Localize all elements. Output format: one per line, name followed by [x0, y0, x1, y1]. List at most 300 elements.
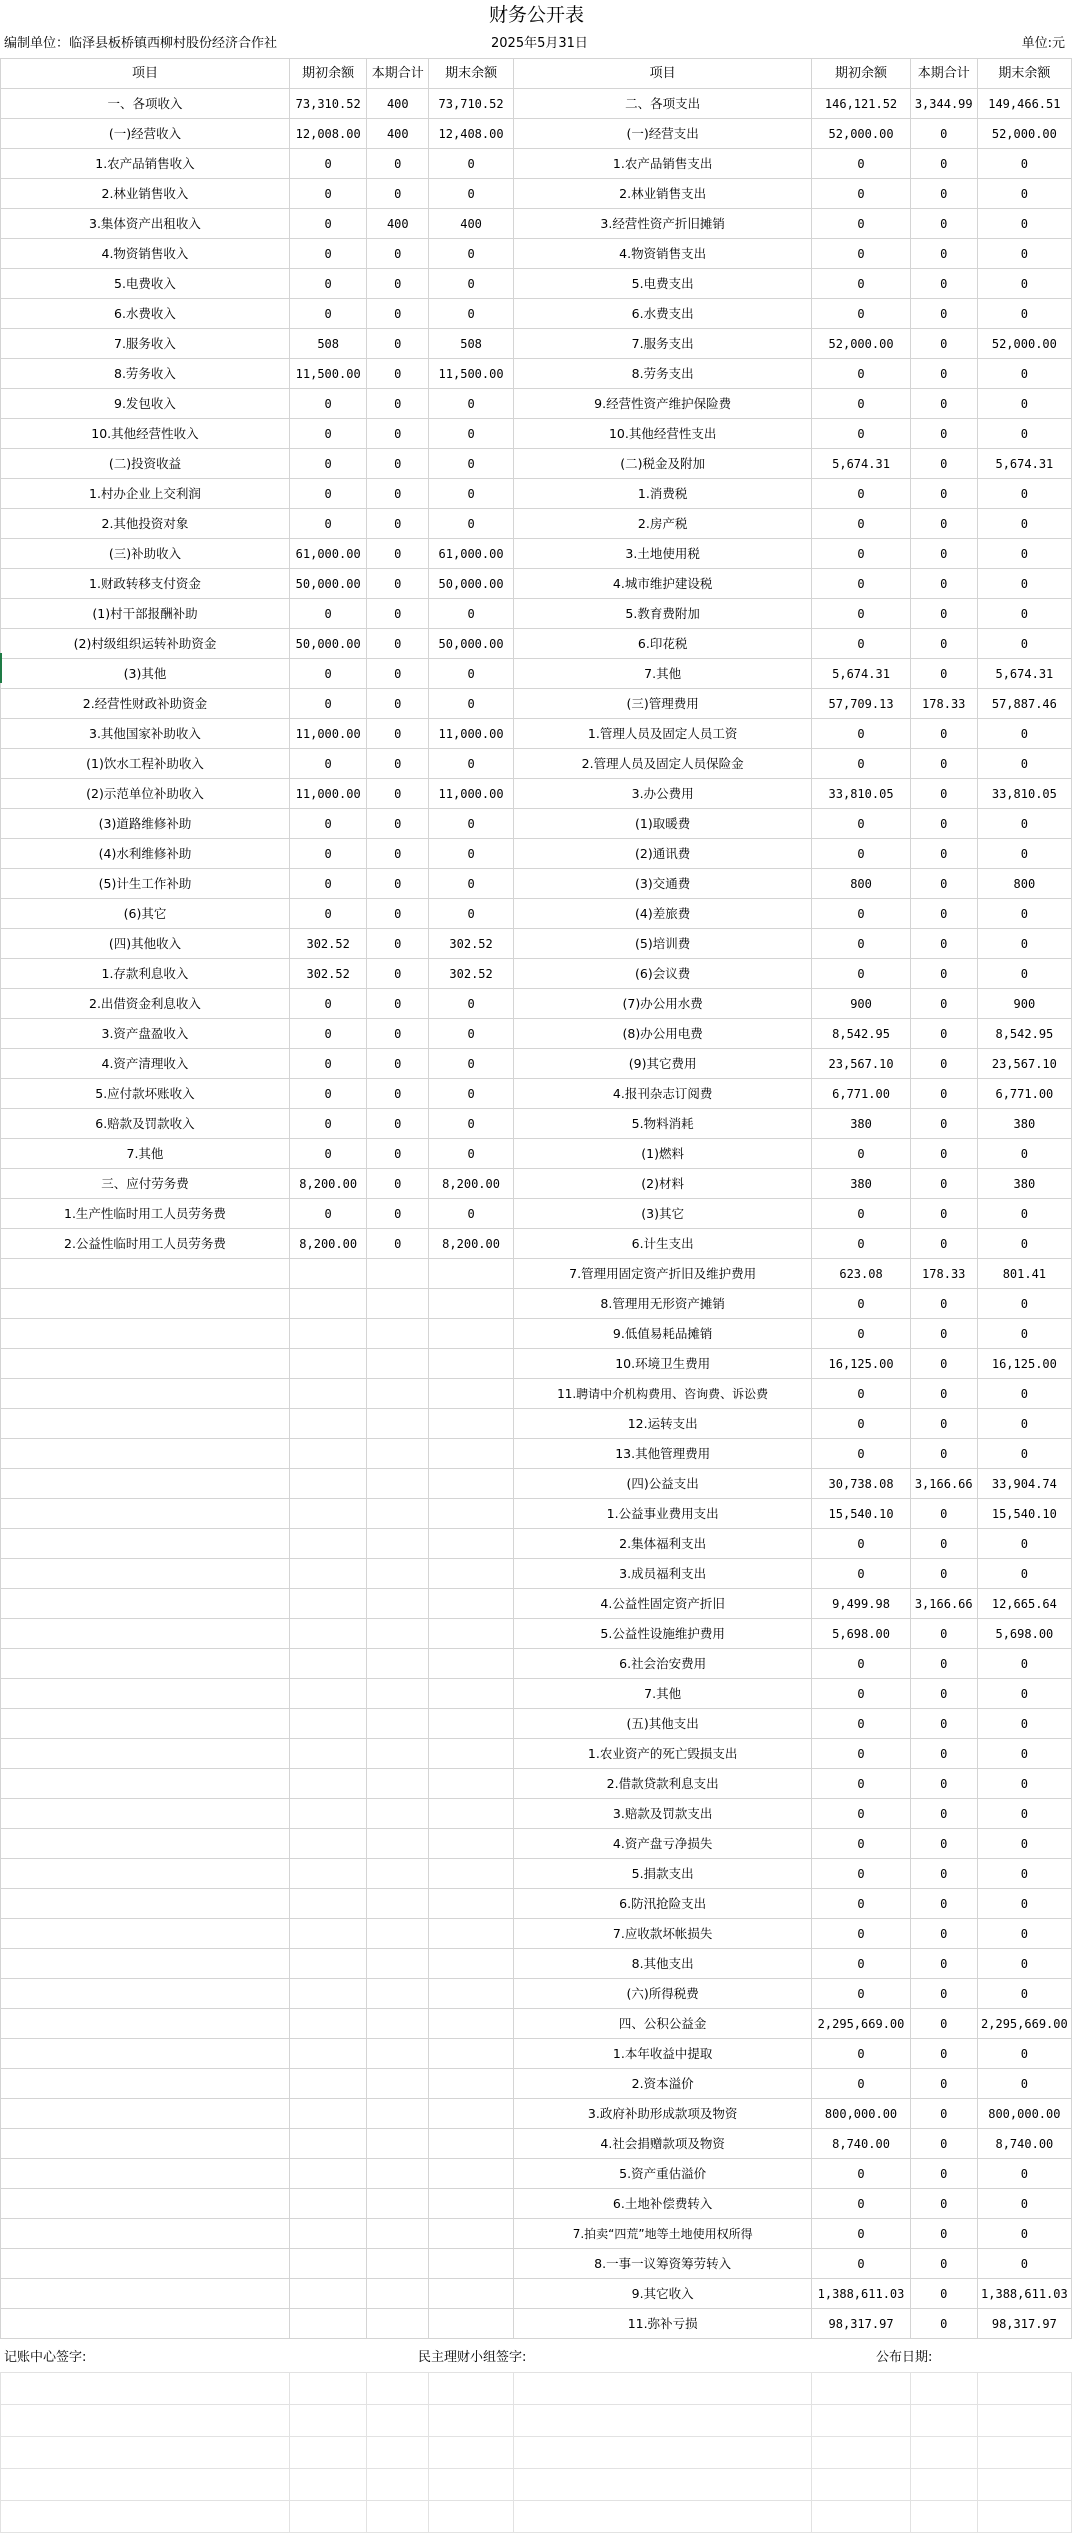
item-cell[interactable]: 2.其他投资对象 [1, 509, 290, 539]
amount-cell[interactable]: 0 [812, 2189, 910, 2219]
amount-cell[interactable] [289, 2039, 366, 2069]
item-cell[interactable] [1, 2099, 290, 2129]
amount-cell[interactable] [367, 1859, 429, 1889]
amount-cell[interactable]: 0 [367, 929, 429, 959]
amount-cell[interactable] [289, 1259, 366, 1289]
amount-cell[interactable]: 0 [910, 779, 977, 809]
amount-cell[interactable]: 0 [812, 179, 910, 209]
amount-cell[interactable]: 8,740.00 [977, 2129, 1071, 2159]
item-cell[interactable] [1, 1619, 290, 1649]
amount-cell[interactable]: 0 [910, 989, 977, 1019]
item-cell[interactable]: 四、公积公益金 [513, 2009, 811, 2039]
empty-cell[interactable] [977, 2501, 1071, 2533]
empty-cell[interactable] [429, 2469, 514, 2501]
amount-cell[interactable]: 12,665.64 [977, 1589, 1071, 1619]
empty-cell[interactable] [910, 2501, 977, 2533]
amount-cell[interactable] [289, 1409, 366, 1439]
amount-cell[interactable] [429, 2189, 514, 2219]
amount-cell[interactable] [289, 1889, 366, 1919]
amount-cell[interactable]: 0 [289, 659, 366, 689]
amount-cell[interactable]: 0 [977, 1229, 1071, 1259]
amount-cell[interactable]: 33,904.74 [977, 1469, 1071, 1499]
amount-cell[interactable]: 0 [910, 1409, 977, 1439]
amount-cell[interactable] [367, 2159, 429, 2189]
item-cell[interactable]: (二)税金及附加 [513, 449, 811, 479]
item-cell[interactable] [1, 2189, 290, 2219]
amount-cell[interactable] [289, 2129, 366, 2159]
amount-cell[interactable]: 50,000.00 [429, 629, 514, 659]
amount-cell[interactable] [367, 2189, 429, 2219]
amount-cell[interactable] [367, 1769, 429, 1799]
amount-cell[interactable] [367, 1379, 429, 1409]
amount-cell[interactable]: 0 [429, 449, 514, 479]
amount-cell[interactable]: 0 [910, 1529, 977, 1559]
empty-cell[interactable] [289, 2501, 366, 2533]
amount-cell[interactable]: 302.52 [429, 929, 514, 959]
item-cell[interactable]: 3.赔款及罚款支出 [513, 1799, 811, 1829]
amount-cell[interactable]: 0 [910, 1169, 977, 1199]
amount-cell[interactable]: 0 [429, 869, 514, 899]
amount-cell[interactable]: 8,200.00 [429, 1169, 514, 1199]
amount-cell[interactable] [289, 1499, 366, 1529]
amount-cell[interactable]: 0 [367, 629, 429, 659]
amount-cell[interactable]: 508 [429, 329, 514, 359]
amount-cell[interactable]: 0 [977, 1559, 1071, 1589]
amount-cell[interactable]: 302.52 [289, 929, 366, 959]
amount-cell[interactable] [289, 2009, 366, 2039]
item-cell[interactable]: (四)其他收入 [1, 929, 290, 959]
amount-cell[interactable]: 0 [910, 1829, 977, 1859]
amount-cell[interactable] [367, 2129, 429, 2159]
item-cell[interactable]: 9.低值易耗品摊销 [513, 1319, 811, 1349]
amount-cell[interactable]: 0 [367, 329, 429, 359]
amount-cell[interactable]: 0 [429, 509, 514, 539]
amount-cell[interactable]: 0 [812, 1709, 910, 1739]
item-cell[interactable]: 1.公益事业费用支出 [513, 1499, 811, 1529]
amount-cell[interactable]: 0 [977, 1379, 1071, 1409]
amount-cell[interactable]: 52,000.00 [812, 119, 910, 149]
item-cell[interactable]: (二)投资收益 [1, 449, 290, 479]
item-cell[interactable]: 1.消费税 [513, 479, 811, 509]
amount-cell[interactable] [289, 1619, 366, 1649]
empty-cell[interactable] [1, 2373, 290, 2405]
amount-cell[interactable] [367, 1889, 429, 1919]
empty-cell[interactable] [289, 2437, 366, 2469]
amount-cell[interactable] [429, 2279, 514, 2309]
item-cell[interactable]: 8.一事一议筹资筹劳转入 [513, 2249, 811, 2279]
item-cell[interactable]: 9.其它收入 [513, 2279, 811, 2309]
amount-cell[interactable]: 0 [289, 1019, 366, 1049]
amount-cell[interactable]: 0 [812, 1559, 910, 1589]
amount-cell[interactable]: 0 [367, 419, 429, 449]
amount-cell[interactable]: 33,810.05 [812, 779, 910, 809]
amount-cell[interactable]: 0 [910, 2159, 977, 2189]
amount-cell[interactable] [429, 1559, 514, 1589]
amount-cell[interactable] [289, 1709, 366, 1739]
amount-cell[interactable]: 0 [812, 599, 910, 629]
item-cell[interactable]: 7.应收款坏帐损失 [513, 1919, 811, 1949]
empty-cell[interactable] [812, 2405, 910, 2437]
amount-cell[interactable]: 0 [910, 569, 977, 599]
empty-cell[interactable] [812, 2437, 910, 2469]
empty-cell[interactable] [513, 2501, 811, 2533]
empty-cell[interactable] [812, 2469, 910, 2501]
amount-cell[interactable]: 0 [367, 839, 429, 869]
item-cell[interactable]: 8.其他支出 [513, 1949, 811, 1979]
column-header[interactable]: 本期合计 [910, 59, 977, 89]
amount-cell[interactable]: 0 [910, 359, 977, 389]
amount-cell[interactable]: 0 [910, 269, 977, 299]
amount-cell[interactable]: 0 [910, 1949, 977, 1979]
amount-cell[interactable]: 0 [977, 389, 1071, 419]
item-cell[interactable]: 11.弥补亏损 [513, 2309, 811, 2339]
amount-cell[interactable]: 0 [367, 959, 429, 989]
item-cell[interactable]: 4.城市维护建设税 [513, 569, 811, 599]
amount-cell[interactable]: 11,000.00 [289, 779, 366, 809]
amount-cell[interactable]: 0 [367, 869, 429, 899]
item-cell[interactable]: 10.其他经营性收入 [1, 419, 290, 449]
amount-cell[interactable] [367, 2039, 429, 2069]
amount-cell[interactable]: 0 [977, 1769, 1071, 1799]
amount-cell[interactable]: 0 [977, 2069, 1071, 2099]
item-cell[interactable]: (8)办公用电费 [513, 1019, 811, 1049]
amount-cell[interactable]: 16,125.00 [812, 1349, 910, 1379]
item-cell[interactable]: (1)取暖费 [513, 809, 811, 839]
amount-cell[interactable] [429, 1739, 514, 1769]
amount-cell[interactable]: 0 [910, 2279, 977, 2309]
amount-cell[interactable]: 0 [367, 599, 429, 629]
amount-cell[interactable]: 6,771.00 [977, 1079, 1071, 1109]
amount-cell[interactable]: 0 [812, 1649, 910, 1679]
amount-cell[interactable]: 0 [289, 689, 366, 719]
amount-cell[interactable] [367, 1709, 429, 1739]
item-cell[interactable]: (5)培训费 [513, 929, 811, 959]
amount-cell[interactable] [429, 2099, 514, 2129]
item-cell[interactable]: (一)经营收入 [1, 119, 290, 149]
amount-cell[interactable]: 0 [910, 1889, 977, 1919]
item-cell[interactable]: 6.计生支出 [513, 1229, 811, 1259]
item-cell[interactable]: 9.经营性资产维护保险费 [513, 389, 811, 419]
amount-cell[interactable]: 0 [289, 809, 366, 839]
amount-cell[interactable]: 0 [910, 1049, 977, 1079]
amount-cell[interactable] [289, 1799, 366, 1829]
item-cell[interactable]: 7.管理用固定资产折旧及维护费用 [513, 1259, 811, 1289]
amount-cell[interactable]: 0 [910, 1769, 977, 1799]
amount-cell[interactable] [367, 1979, 429, 2009]
item-cell[interactable]: 6.印花税 [513, 629, 811, 659]
amount-cell[interactable]: 0 [812, 1199, 910, 1229]
amount-cell[interactable] [289, 2099, 366, 2129]
empty-cell[interactable] [812, 2501, 910, 2533]
amount-cell[interactable] [429, 1349, 514, 1379]
amount-cell[interactable]: 0 [289, 1199, 366, 1229]
item-cell[interactable]: 13.其他管理费用 [513, 1439, 811, 1469]
amount-cell[interactable] [367, 1619, 429, 1649]
amount-cell[interactable]: 5,674.31 [977, 449, 1071, 479]
amount-cell[interactable]: 0 [812, 1769, 910, 1799]
item-cell[interactable]: (4)水利维修补助 [1, 839, 290, 869]
item-cell[interactable]: 1.本年收益中提取 [513, 2039, 811, 2069]
amount-cell[interactable]: 5,674.31 [812, 449, 910, 479]
amount-cell[interactable] [429, 2009, 514, 2039]
amount-cell[interactable]: 0 [367, 1229, 429, 1259]
amount-cell[interactable]: 0 [977, 1799, 1071, 1829]
item-cell[interactable]: (3)其他 [1, 659, 290, 689]
item-cell[interactable] [1, 2129, 290, 2159]
item-cell[interactable]: 3.其他国家补助收入 [1, 719, 290, 749]
amount-cell[interactable] [289, 1319, 366, 1349]
item-cell[interactable]: 5.捐款支出 [513, 1859, 811, 1889]
item-cell[interactable]: 1.存款利息收入 [1, 959, 290, 989]
amount-cell[interactable]: 0 [977, 1649, 1071, 1679]
amount-cell[interactable] [367, 1499, 429, 1529]
item-cell[interactable]: (三)补助收入 [1, 539, 290, 569]
item-cell[interactable]: 6.社会治安费用 [513, 1649, 811, 1679]
amount-cell[interactable]: 0 [812, 2219, 910, 2249]
amount-cell[interactable]: 0 [977, 1409, 1071, 1439]
amount-cell[interactable]: 0 [910, 539, 977, 569]
column-header[interactable]: 期末余额 [429, 59, 514, 89]
amount-cell[interactable]: 0 [910, 2099, 977, 2129]
amount-cell[interactable]: 0 [812, 479, 910, 509]
amount-cell[interactable] [429, 1439, 514, 1469]
item-cell[interactable] [1, 1529, 290, 1559]
amount-cell[interactable]: 302.52 [429, 959, 514, 989]
item-cell[interactable]: 1.财政转移支付资金 [1, 569, 290, 599]
amount-cell[interactable] [289, 1349, 366, 1379]
item-cell[interactable]: 5.物料消耗 [513, 1109, 811, 1139]
amount-cell[interactable]: 11,000.00 [429, 719, 514, 749]
amount-cell[interactable]: 73,710.52 [429, 89, 514, 119]
amount-cell[interactable]: 0 [429, 899, 514, 929]
amount-cell[interactable]: 0 [977, 719, 1071, 749]
item-cell[interactable]: 8.管理用无形资产摊销 [513, 1289, 811, 1319]
amount-cell[interactable]: 0 [910, 1649, 977, 1679]
item-cell[interactable]: (1)饮水工程补助收入 [1, 749, 290, 779]
item-cell[interactable]: 5.公益性设施维护费用 [513, 1619, 811, 1649]
amount-cell[interactable] [289, 1559, 366, 1589]
item-cell[interactable]: (5)计生工作补助 [1, 869, 290, 899]
amount-cell[interactable]: 0 [812, 839, 910, 869]
amount-cell[interactable]: 0 [367, 779, 429, 809]
empty-cell[interactable] [367, 2437, 429, 2469]
item-cell[interactable]: 6.土地补偿费转入 [513, 2189, 811, 2219]
amount-cell[interactable]: 0 [367, 809, 429, 839]
amount-cell[interactable]: 0 [367, 689, 429, 719]
amount-cell[interactable]: 0 [910, 1709, 977, 1739]
item-cell[interactable] [1, 1559, 290, 1589]
amount-cell[interactable]: 0 [367, 719, 429, 749]
empty-cell[interactable] [289, 2405, 366, 2437]
amount-cell[interactable]: 0 [910, 1679, 977, 1709]
item-cell[interactable]: 2.集体福利支出 [513, 1529, 811, 1559]
amount-cell[interactable]: 0 [429, 1079, 514, 1109]
amount-cell[interactable]: 50,000.00 [289, 569, 366, 599]
amount-cell[interactable] [289, 1979, 366, 2009]
amount-cell[interactable] [429, 2309, 514, 2339]
amount-cell[interactable]: 0 [289, 299, 366, 329]
amount-cell[interactable]: 0 [812, 539, 910, 569]
item-cell[interactable]: 二、各项支出 [513, 89, 811, 119]
item-cell[interactable]: (三)管理费用 [513, 689, 811, 719]
empty-cell[interactable] [367, 2501, 429, 2533]
amount-cell[interactable]: 0 [910, 1439, 977, 1469]
amount-cell[interactable]: 623.08 [812, 1259, 910, 1289]
empty-cell[interactable] [1, 2501, 290, 2533]
item-cell[interactable]: 3.经营性资产折旧摊销 [513, 209, 811, 239]
item-cell[interactable] [1, 1709, 290, 1739]
amount-cell[interactable]: 0 [977, 1139, 1071, 1169]
empty-cell[interactable] [1, 2405, 290, 2437]
amount-cell[interactable]: 302.52 [289, 959, 366, 989]
amount-cell[interactable]: 0 [429, 1199, 514, 1229]
amount-cell[interactable]: 0 [812, 1799, 910, 1829]
amount-cell[interactable] [429, 1889, 514, 1919]
amount-cell[interactable]: 0 [367, 1079, 429, 1109]
amount-cell[interactable] [429, 1799, 514, 1829]
amount-cell[interactable]: 0 [910, 1199, 977, 1229]
item-cell[interactable]: 8.劳务收入 [1, 359, 290, 389]
empty-cell[interactable] [367, 2405, 429, 2437]
amount-cell[interactable]: 0 [812, 419, 910, 449]
amount-cell[interactable] [429, 2159, 514, 2189]
amount-cell[interactable]: 52,000.00 [977, 119, 1071, 149]
amount-cell[interactable] [367, 1919, 429, 1949]
amount-cell[interactable]: 0 [367, 659, 429, 689]
amount-cell[interactable]: 0 [910, 659, 977, 689]
amount-cell[interactable]: 0 [910, 719, 977, 749]
amount-cell[interactable]: 508 [289, 329, 366, 359]
amount-cell[interactable]: 15,540.10 [812, 1499, 910, 1529]
amount-cell[interactable] [367, 1679, 429, 1709]
amount-cell[interactable] [429, 1709, 514, 1739]
amount-cell[interactable] [367, 2069, 429, 2099]
item-cell[interactable] [1, 1739, 290, 1769]
item-cell[interactable] [1, 1409, 290, 1439]
amount-cell[interactable]: 57,709.13 [812, 689, 910, 719]
item-cell[interactable]: 5.电费支出 [513, 269, 811, 299]
item-cell[interactable]: 4.物资销售支出 [513, 239, 811, 269]
amount-cell[interactable] [289, 1289, 366, 1319]
empty-cell[interactable] [429, 2373, 514, 2405]
amount-cell[interactable]: 2,295,669.00 [812, 2009, 910, 2039]
amount-cell[interactable] [289, 1469, 366, 1499]
item-cell[interactable] [1, 1679, 290, 1709]
amount-cell[interactable]: 0 [910, 1109, 977, 1139]
amount-cell[interactable]: 0 [910, 749, 977, 779]
item-cell[interactable]: (五)其他支出 [513, 1709, 811, 1739]
item-cell[interactable] [1, 1589, 290, 1619]
item-cell[interactable] [1, 1979, 290, 2009]
empty-cell[interactable] [429, 2405, 514, 2437]
amount-cell[interactable]: 0 [812, 149, 910, 179]
amount-cell[interactable]: 0 [977, 2219, 1071, 2249]
empty-cell[interactable] [513, 2405, 811, 2437]
item-cell[interactable] [1, 1379, 290, 1409]
amount-cell[interactable]: 8,542.95 [812, 1019, 910, 1049]
empty-cell[interactable] [289, 2373, 366, 2405]
amount-cell[interactable]: 0 [367, 899, 429, 929]
amount-cell[interactable]: 0 [977, 179, 1071, 209]
amount-cell[interactable]: 0 [289, 509, 366, 539]
amount-cell[interactable]: 0 [910, 1319, 977, 1349]
item-cell[interactable]: 3.资产盘盈收入 [1, 1019, 290, 1049]
item-cell[interactable]: 12.运转支出 [513, 1409, 811, 1439]
amount-cell[interactable] [429, 1259, 514, 1289]
item-cell[interactable]: (3)其它 [513, 1199, 811, 1229]
item-cell[interactable]: (3)道路维修补助 [1, 809, 290, 839]
amount-cell[interactable] [429, 1289, 514, 1319]
amount-cell[interactable]: 0 [977, 839, 1071, 869]
amount-cell[interactable]: 0 [812, 1889, 910, 1919]
item-cell[interactable] [1, 1949, 290, 1979]
amount-cell[interactable]: 0 [289, 989, 366, 1019]
amount-cell[interactable]: 50,000.00 [289, 629, 366, 659]
amount-cell[interactable]: 33,810.05 [977, 779, 1071, 809]
item-cell[interactable]: 1.农产品销售支出 [513, 149, 811, 179]
amount-cell[interactable]: 0 [812, 719, 910, 749]
item-cell[interactable]: (2)材料 [513, 1169, 811, 1199]
empty-cell[interactable] [1, 2437, 290, 2469]
amount-cell[interactable]: 0 [367, 299, 429, 329]
item-cell[interactable]: 6.水费支出 [513, 299, 811, 329]
amount-cell[interactable]: 0 [910, 419, 977, 449]
amount-cell[interactable] [367, 1409, 429, 1439]
amount-cell[interactable]: 1,388,611.03 [977, 2279, 1071, 2309]
amount-cell[interactable] [367, 2309, 429, 2339]
amount-cell[interactable] [429, 1319, 514, 1349]
item-cell[interactable]: (3)交通费 [513, 869, 811, 899]
amount-cell[interactable]: 3,344.99 [910, 89, 977, 119]
amount-cell[interactable]: 0 [812, 1829, 910, 1859]
amount-cell[interactable]: 0 [812, 749, 910, 779]
amount-cell[interactable]: 0 [289, 179, 366, 209]
amount-cell[interactable]: 0 [429, 659, 514, 689]
amount-cell[interactable] [289, 1679, 366, 1709]
item-cell[interactable]: 5.应付款坏账收入 [1, 1079, 290, 1109]
item-cell[interactable]: (6)会议费 [513, 959, 811, 989]
amount-cell[interactable]: 0 [812, 299, 910, 329]
item-cell[interactable]: (2)村级组织运转补助资金 [1, 629, 290, 659]
amount-cell[interactable]: 0 [289, 1049, 366, 1079]
item-cell[interactable]: 2.林业销售支出 [513, 179, 811, 209]
amount-cell[interactable]: 0 [910, 2219, 977, 2249]
amount-cell[interactable]: 0 [812, 1439, 910, 1469]
item-cell[interactable]: (6)其它 [1, 899, 290, 929]
item-cell[interactable]: 1.农产品销售收入 [1, 149, 290, 179]
amount-cell[interactable]: 0 [977, 1709, 1071, 1739]
item-cell[interactable] [1, 2279, 290, 2309]
amount-cell[interactable] [289, 1589, 366, 1619]
amount-cell[interactable]: 50,000.00 [429, 569, 514, 599]
amount-cell[interactable]: 0 [977, 1739, 1071, 1769]
amount-cell[interactable]: 0 [977, 209, 1071, 239]
amount-cell[interactable] [289, 2249, 366, 2279]
item-cell[interactable] [1, 2159, 290, 2189]
amount-cell[interactable]: 900 [812, 989, 910, 1019]
amount-cell[interactable]: 400 [367, 209, 429, 239]
amount-cell[interactable]: 0 [367, 179, 429, 209]
amount-cell[interactable]: 11,000.00 [289, 719, 366, 749]
amount-cell[interactable]: 0 [977, 299, 1071, 329]
amount-cell[interactable]: 0 [812, 239, 910, 269]
amount-cell[interactable]: 0 [812, 1319, 910, 1349]
amount-cell[interactable]: 0 [812, 1379, 910, 1409]
amount-cell[interactable]: 0 [977, 359, 1071, 389]
item-cell[interactable]: 2.资本溢价 [513, 2069, 811, 2099]
amount-cell[interactable]: 0 [977, 1859, 1071, 1889]
amount-cell[interactable]: 52,000.00 [977, 329, 1071, 359]
